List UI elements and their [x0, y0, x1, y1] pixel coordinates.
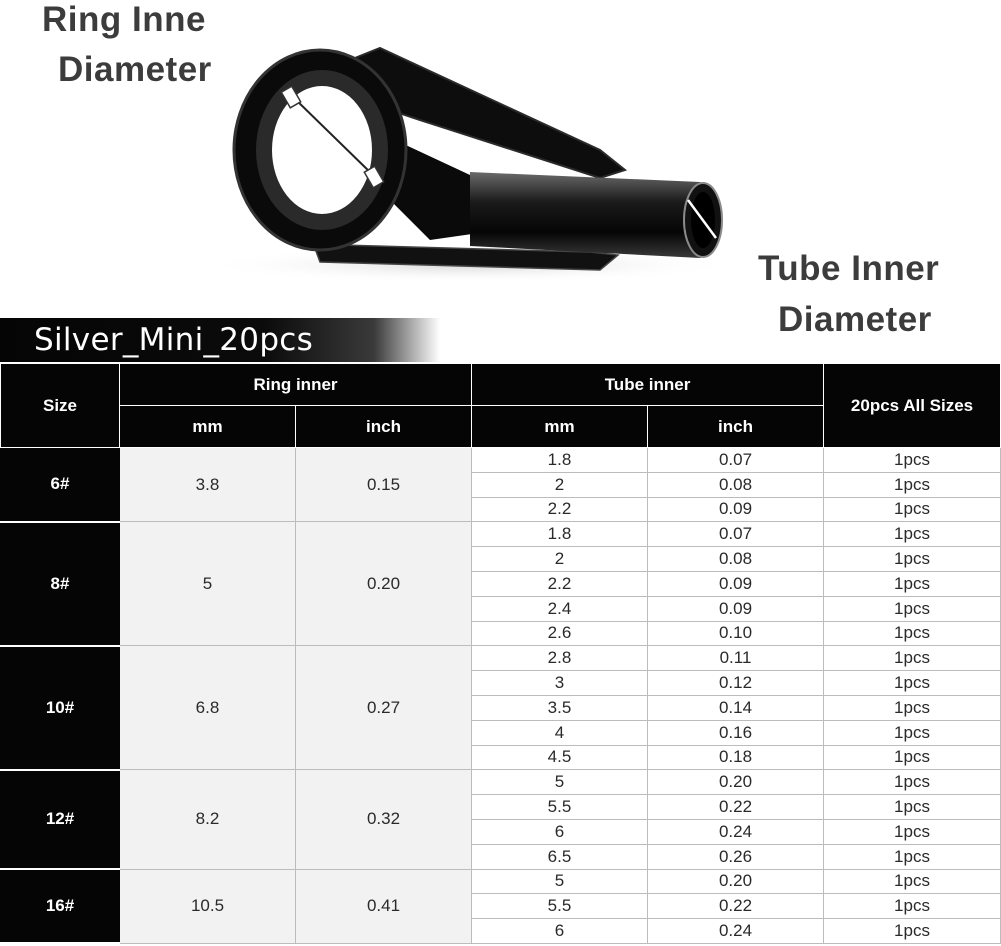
ring-mm-cell: 5	[120, 522, 296, 646]
qty-cell: 1pcs	[824, 571, 1001, 596]
tube-mm-cell: 2.8	[472, 646, 648, 671]
tube-inch-cell: 0.24	[648, 919, 824, 944]
header-size: Size	[1, 364, 120, 448]
tube-inch-cell: 0.14	[648, 695, 824, 720]
qty-cell: 1pcs	[824, 869, 1001, 894]
ring-inch-cell: 0.20	[296, 522, 472, 646]
tube-mm-cell: 3	[472, 671, 648, 696]
tube-inch-cell: 0.24	[648, 819, 824, 844]
tube-inch-cell: 0.20	[648, 869, 824, 894]
qty-cell: 1pcs	[824, 497, 1001, 522]
tube-inch-cell: 0.11	[648, 646, 824, 671]
table-row	[1, 869, 1001, 894]
tube-inch-cell: 0.07	[648, 448, 824, 473]
ring-inch-cell: 0.41	[296, 869, 472, 943]
ring-mm-cell: 3.8	[120, 448, 296, 522]
qty-cell: 1pcs	[824, 671, 1001, 696]
ring-inch-cell: 0.27	[296, 646, 472, 770]
tube-inch-cell: 0.09	[648, 596, 824, 621]
qty-cell: 1pcs	[824, 596, 1001, 621]
tube-mm-cell: 5.5	[472, 795, 648, 820]
tube-mm-cell: 1.8	[472, 448, 648, 473]
qty-cell: 1pcs	[824, 448, 1001, 473]
ring-callout-line1: Ring Inne	[42, 0, 206, 39]
product-banner	[0, 318, 440, 362]
size-cell: 8#	[1, 522, 120, 646]
tube-mm-cell: 4	[472, 720, 648, 745]
tube-inch-cell: 0.22	[648, 795, 824, 820]
tube-inch-cell: 0.09	[648, 571, 824, 596]
size-cell: 12#	[1, 770, 120, 869]
header-all-sizes: 20pcs All Sizes	[824, 364, 1001, 448]
table-row	[1, 646, 1001, 671]
size-cell: 6#	[1, 448, 120, 522]
tube-mm-cell: 6	[472, 919, 648, 944]
product-hero	[0, 0, 1000, 339]
table-row	[1, 770, 1001, 795]
qty-cell: 1pcs	[824, 695, 1001, 720]
qty-cell: 1pcs	[824, 819, 1001, 844]
size-cell: 10#	[1, 646, 120, 770]
tube-mm-cell: 1.8	[472, 522, 648, 547]
header-tube-inner: Tube inner	[472, 364, 824, 406]
header-ring-inner: Ring inner	[120, 364, 472, 406]
qty-cell: 1pcs	[824, 646, 1001, 671]
tube-mm-cell: 6.5	[472, 844, 648, 869]
table-row	[1, 448, 1001, 473]
tube-inch-cell: 0.09	[648, 497, 824, 522]
tube-inch-cell: 0.16	[648, 720, 824, 745]
tube-inch-cell: 0.10	[648, 621, 824, 646]
tube-mm-cell: 6	[472, 819, 648, 844]
tube-mm-cell: 2	[472, 472, 648, 497]
tube-mm-cell: 2.6	[472, 621, 648, 646]
tube-inch-cell: 0.26	[648, 844, 824, 869]
ring-inch-cell: 0.15	[296, 448, 472, 522]
size-cell: 16#	[1, 869, 120, 943]
qty-cell: 1pcs	[824, 894, 1001, 919]
qty-cell: 1pcs	[824, 547, 1001, 572]
tube-mm-cell: 3.5	[472, 695, 648, 720]
tube-mm-cell: 2.4	[472, 596, 648, 621]
qty-cell: 1pcs	[824, 844, 1001, 869]
tube-inch-cell: 0.22	[648, 894, 824, 919]
ring-inch-cell: 0.32	[296, 770, 472, 869]
header-tube-mm: mm	[472, 406, 648, 448]
qty-cell: 1pcs	[824, 720, 1001, 745]
tube-callout-line1: Tube Inner	[758, 249, 940, 288]
header-ring-inch: inch	[296, 406, 472, 448]
qty-cell: 1pcs	[824, 795, 1001, 820]
tube-inch-cell: 0.18	[648, 745, 824, 770]
tube-mm-cell: 5	[472, 770, 648, 795]
tube-mm-cell: 2.2	[472, 497, 648, 522]
header-ring-mm: mm	[120, 406, 296, 448]
tube-inch-cell: 0.08	[648, 472, 824, 497]
qty-cell: 1pcs	[824, 745, 1001, 770]
tube-mm-cell: 2.2	[472, 571, 648, 596]
ring-mm-cell: 6.8	[120, 646, 296, 770]
tube-inch-cell: 0.07	[648, 522, 824, 547]
tube-inch-cell: 0.12	[648, 671, 824, 696]
tube-mm-cell: 5	[472, 869, 648, 894]
tube-inch-cell: 0.08	[648, 547, 824, 572]
ring-callout-line2: Diameter	[58, 50, 212, 89]
tube-callout-line2: Diameter	[778, 300, 932, 339]
qty-cell: 1pcs	[824, 472, 1001, 497]
tube-mm-cell: 2	[472, 547, 648, 572]
tube-mm-cell: 5.5	[472, 894, 648, 919]
ring-mm-cell: 8.2	[120, 770, 296, 869]
ring-mm-cell: 10.5	[120, 869, 296, 943]
spec-body	[1, 448, 1001, 944]
ring-opening	[272, 86, 372, 214]
qty-cell: 1pcs	[824, 770, 1001, 795]
size-spec-table	[0, 363, 1001, 944]
tube-mm-cell: 4.5	[472, 745, 648, 770]
qty-cell: 1pcs	[824, 522, 1001, 547]
banner-title: Silver_Mini_20pcs	[34, 322, 314, 358]
header-tube-inch: inch	[648, 406, 824, 448]
table-row	[1, 522, 1001, 547]
qty-cell: 1pcs	[824, 621, 1001, 646]
tube-inch-cell: 0.20	[648, 770, 824, 795]
qty-cell: 1pcs	[824, 919, 1001, 944]
